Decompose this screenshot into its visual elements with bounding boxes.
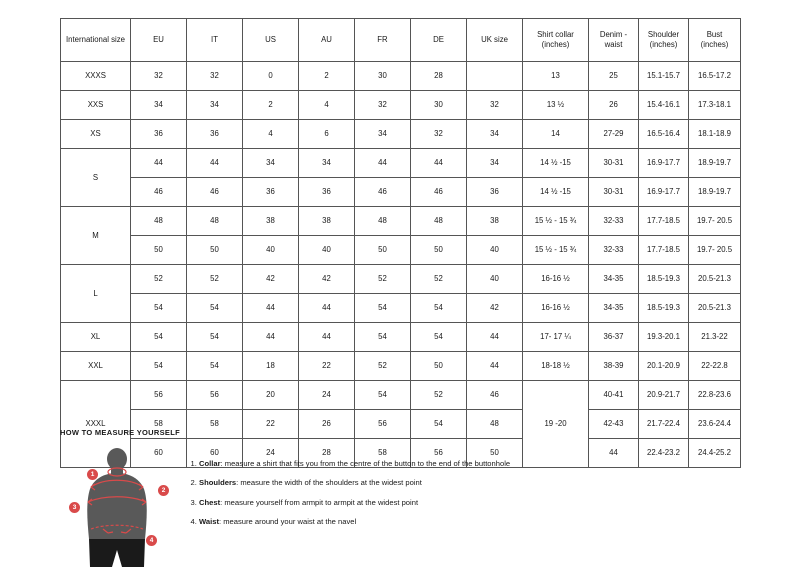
measure-instruction-label: Shoulders bbox=[199, 478, 237, 488]
table-cell: 32 bbox=[355, 91, 411, 120]
column-header-au: AU bbox=[299, 19, 355, 62]
table-cell: 50 bbox=[355, 236, 411, 265]
table-cell: 30 bbox=[355, 62, 411, 91]
table-cell: 48 bbox=[411, 207, 467, 236]
cell-international-size: XXS bbox=[61, 91, 131, 120]
table-cell: 50 bbox=[411, 352, 467, 381]
table-cell: 22-22.8 bbox=[689, 352, 741, 381]
table-cell: 54 bbox=[355, 323, 411, 352]
table-cell: 38 bbox=[243, 207, 299, 236]
table-cell: 58 bbox=[355, 439, 411, 468]
table-cell: 28 bbox=[411, 62, 467, 91]
table-cell: 13 ½ bbox=[523, 91, 589, 120]
column-header-denim-waist: Denim - waist bbox=[589, 19, 639, 62]
table-cell: 16.5-16.4 bbox=[639, 120, 689, 149]
table-cell: 14 ½ -15 bbox=[523, 178, 589, 207]
size-chart-table bbox=[60, 18, 741, 468]
table-cell: 16-16 ½ bbox=[523, 294, 589, 323]
table-cell: 54 bbox=[411, 294, 467, 323]
table-cell: 14 ½ -15 bbox=[523, 149, 589, 178]
table-cell: 24 bbox=[299, 381, 355, 410]
table-cell: 46 bbox=[467, 381, 523, 410]
table-cell: 17.3-18.1 bbox=[689, 91, 741, 120]
table-cell: 44 bbox=[299, 294, 355, 323]
measure-instruction-label: Waist bbox=[199, 516, 219, 526]
table-cell: 42-43 bbox=[589, 410, 639, 439]
table-cell: 40 bbox=[243, 236, 299, 265]
table-cell: 34 bbox=[355, 120, 411, 149]
measure-instruction-item: 3. Chest: measure yourself from armpit to armpit at the widest point bbox=[199, 498, 510, 508]
table-cell: 30-31 bbox=[589, 149, 639, 178]
table-cell: 22 bbox=[299, 352, 355, 381]
table-cell: 36-37 bbox=[589, 323, 639, 352]
table-cell: 21.7-22.4 bbox=[639, 410, 689, 439]
table-row bbox=[61, 91, 741, 120]
cell-international-size: L bbox=[61, 265, 131, 323]
table-cell: 14 bbox=[523, 120, 589, 149]
table-cell: 13 bbox=[523, 62, 589, 91]
table-cell: 52 bbox=[355, 265, 411, 294]
table-cell: 42 bbox=[299, 265, 355, 294]
table-cell: 18.9-19.7 bbox=[689, 149, 741, 178]
table-cell: 26 bbox=[299, 410, 355, 439]
table-row bbox=[61, 265, 741, 294]
table-cell: 0 bbox=[243, 62, 299, 91]
table-cell: 50 bbox=[187, 236, 243, 265]
table-cell: 54 bbox=[411, 410, 467, 439]
table-cell: 20.1-20.9 bbox=[639, 352, 689, 381]
table-cell: 16.9-17.7 bbox=[639, 178, 689, 207]
table-row bbox=[61, 323, 741, 352]
table-cell: 58 bbox=[131, 410, 187, 439]
table-cell: 6 bbox=[299, 120, 355, 149]
cell-international-size: M bbox=[61, 207, 131, 265]
table-cell: 54 bbox=[187, 294, 243, 323]
table-cell: 54 bbox=[131, 352, 187, 381]
table-cell: 16.9-17.7 bbox=[639, 149, 689, 178]
table-cell: 15.4-16.1 bbox=[639, 91, 689, 120]
table-cell: 17.7-18.5 bbox=[639, 236, 689, 265]
body-figure-illustration bbox=[60, 447, 175, 572]
marker-2-shoulders: 2 bbox=[158, 485, 169, 496]
table-cell: 18-18 ½ bbox=[523, 352, 589, 381]
table-cell: 52 bbox=[411, 381, 467, 410]
table-header-row bbox=[61, 19, 741, 62]
table-cell: 34 bbox=[187, 91, 243, 120]
table-cell: 30-31 bbox=[589, 178, 639, 207]
table-cell: 52 bbox=[131, 265, 187, 294]
table-cell: 34-35 bbox=[589, 265, 639, 294]
table-cell: 34 bbox=[467, 149, 523, 178]
table-cell: 24 bbox=[243, 439, 299, 468]
table-cell: 42 bbox=[467, 294, 523, 323]
table-cell: 60 bbox=[131, 439, 187, 468]
table-row bbox=[61, 294, 741, 323]
table-cell: 19 -20 bbox=[523, 381, 589, 468]
how-to-measure-title: HOW TO MEASURE YOURSELF bbox=[60, 428, 180, 437]
table-row bbox=[61, 381, 741, 410]
table-cell: 34 bbox=[131, 91, 187, 120]
table-cell: 50 bbox=[467, 439, 523, 468]
column-header-fr: FR bbox=[355, 19, 411, 62]
table-cell: 44 bbox=[411, 149, 467, 178]
table-cell: 54 bbox=[411, 323, 467, 352]
table-cell: 44 bbox=[243, 294, 299, 323]
table-cell: 18.5-19.3 bbox=[639, 265, 689, 294]
cell-international-size: S bbox=[61, 149, 131, 207]
table-cell: 32 bbox=[131, 62, 187, 91]
table-cell: 48 bbox=[467, 410, 523, 439]
table-cell: 28 bbox=[299, 439, 355, 468]
table-cell: 40 bbox=[467, 265, 523, 294]
table-cell: 46 bbox=[355, 178, 411, 207]
table-cell: 22.8-23.6 bbox=[689, 381, 741, 410]
table-cell: 36 bbox=[243, 178, 299, 207]
table-cell: 4 bbox=[243, 120, 299, 149]
table-row bbox=[61, 352, 741, 381]
table-cell: 32 bbox=[187, 62, 243, 91]
table-cell: 46 bbox=[411, 178, 467, 207]
table-cell: 34 bbox=[299, 149, 355, 178]
table-cell: 20.5-21.3 bbox=[689, 265, 741, 294]
table-cell: 20 bbox=[243, 381, 299, 410]
size-chart-table-wrapper bbox=[60, 18, 733, 468]
table-cell: 52 bbox=[355, 352, 411, 381]
table-cell: 54 bbox=[187, 352, 243, 381]
table-cell: 20.5-21.3 bbox=[689, 294, 741, 323]
table-cell: 32-33 bbox=[589, 207, 639, 236]
table-row bbox=[61, 236, 741, 265]
table-cell: 17- 17 ¼ bbox=[523, 323, 589, 352]
table-cell: 36 bbox=[299, 178, 355, 207]
column-header-international-size: International size bbox=[61, 19, 131, 62]
cell-international-size: XL bbox=[61, 323, 131, 352]
table-cell: 17.7-18.5 bbox=[639, 207, 689, 236]
table-cell: 52 bbox=[187, 265, 243, 294]
table-cell: 44 bbox=[131, 149, 187, 178]
table-body bbox=[61, 62, 741, 468]
table-cell: 15 ½ - 15 ¾ bbox=[523, 236, 589, 265]
marker-1-collar: 1 bbox=[87, 469, 98, 480]
table-cell: 38 bbox=[299, 207, 355, 236]
table-cell: 54 bbox=[355, 381, 411, 410]
table-row bbox=[61, 178, 741, 207]
cell-international-size: XXXL bbox=[61, 381, 131, 468]
table-cell: 60 bbox=[187, 439, 243, 468]
table-cell: 44 bbox=[187, 149, 243, 178]
table-cell: 26 bbox=[589, 91, 639, 120]
table-cell: 40 bbox=[299, 236, 355, 265]
how-to-measure-section bbox=[60, 428, 760, 572]
table-cell: 2 bbox=[299, 62, 355, 91]
table-cell: 56 bbox=[131, 381, 187, 410]
measure-instruction-list bbox=[185, 459, 510, 527]
table-cell: 44 bbox=[243, 323, 299, 352]
table-cell: 54 bbox=[187, 323, 243, 352]
table-cell: 30 bbox=[411, 91, 467, 120]
table-cell: 54 bbox=[355, 294, 411, 323]
measure-instruction-item: 2. Shoulders: measure the width of the shoulders at the widest point bbox=[199, 478, 510, 488]
table-cell: 18.9-19.7 bbox=[689, 178, 741, 207]
table-cell: 36 bbox=[187, 120, 243, 149]
marker-3-chest: 3 bbox=[69, 502, 80, 513]
table-cell: 48 bbox=[131, 207, 187, 236]
column-header-uk-size: UK size bbox=[467, 19, 523, 62]
cell-international-size: XXL bbox=[61, 352, 131, 381]
table-cell: 36 bbox=[131, 120, 187, 149]
table-cell: 56 bbox=[355, 410, 411, 439]
table-cell: 50 bbox=[411, 236, 467, 265]
table-row bbox=[61, 62, 741, 91]
column-header-shoulder: Shoulder (inches) bbox=[639, 19, 689, 62]
column-header-us: US bbox=[243, 19, 299, 62]
table-cell: 32 bbox=[411, 120, 467, 149]
table-cell: 23.6-24.4 bbox=[689, 410, 741, 439]
table-cell: 16.5-17.2 bbox=[689, 62, 741, 91]
table-cell: 20.9-21.7 bbox=[639, 381, 689, 410]
cell-international-size: XS bbox=[61, 120, 131, 149]
table-cell: 40 bbox=[467, 236, 523, 265]
table-cell: 44 bbox=[467, 352, 523, 381]
table-cell: 24.4-25.2 bbox=[689, 439, 741, 468]
table-cell: 15.1-15.7 bbox=[639, 62, 689, 91]
table-cell: 4 bbox=[299, 91, 355, 120]
column-header-bust: Bust (inches) bbox=[689, 19, 741, 62]
table-cell: 44 bbox=[589, 439, 639, 468]
table-cell: 44 bbox=[355, 149, 411, 178]
cell-international-size: XXXS bbox=[61, 62, 131, 91]
table-cell: 22.4-23.2 bbox=[639, 439, 689, 468]
table-row bbox=[61, 120, 741, 149]
table-cell: 16-16 ½ bbox=[523, 265, 589, 294]
table-cell: 40-41 bbox=[589, 381, 639, 410]
table-cell: 15 ½ - 15 ¾ bbox=[523, 207, 589, 236]
table-cell: 2 bbox=[243, 91, 299, 120]
table-cell: 48 bbox=[187, 207, 243, 236]
column-header-shirt-collar: Shirt collar (inches) bbox=[523, 19, 589, 62]
table-cell bbox=[467, 62, 523, 91]
column-header-it: IT bbox=[187, 19, 243, 62]
table-cell: 52 bbox=[411, 265, 467, 294]
table-cell: 56 bbox=[187, 381, 243, 410]
measure-instruction-label: Chest bbox=[199, 497, 221, 507]
table-cell: 58 bbox=[187, 410, 243, 439]
column-header-de: DE bbox=[411, 19, 467, 62]
table-cell: 48 bbox=[355, 207, 411, 236]
table-row bbox=[61, 149, 741, 178]
table-cell: 19.3-20.1 bbox=[639, 323, 689, 352]
table-cell: 18.5-19.3 bbox=[639, 294, 689, 323]
table-row bbox=[61, 207, 741, 236]
table-cell: 44 bbox=[299, 323, 355, 352]
table-cell: 34-35 bbox=[589, 294, 639, 323]
table-cell: 25 bbox=[589, 62, 639, 91]
table-cell: 46 bbox=[187, 178, 243, 207]
table-cell: 18.1-18.9 bbox=[689, 120, 741, 149]
table-cell: 44 bbox=[467, 323, 523, 352]
table-cell: 27-29 bbox=[589, 120, 639, 149]
measure-instruction-label: Collar bbox=[199, 459, 221, 468]
table-cell: 56 bbox=[411, 439, 467, 468]
table-cell: 18 bbox=[243, 352, 299, 381]
marker-4-waist: 4 bbox=[146, 535, 157, 546]
table-cell: 19.7- 20.5 bbox=[689, 236, 741, 265]
table-cell: 32-33 bbox=[589, 236, 639, 265]
measure-instructions bbox=[185, 447, 510, 536]
table-cell: 32 bbox=[467, 91, 523, 120]
table-cell: 21.3-22 bbox=[689, 323, 741, 352]
table-cell: 34 bbox=[243, 149, 299, 178]
table-cell: 22 bbox=[243, 410, 299, 439]
table-cell: 46 bbox=[131, 178, 187, 207]
column-header-eu: EU bbox=[131, 19, 187, 62]
table-cell: 34 bbox=[467, 120, 523, 149]
table-cell: 54 bbox=[131, 323, 187, 352]
table-cell: 42 bbox=[243, 265, 299, 294]
table-cell: 38 bbox=[467, 207, 523, 236]
table-cell: 50 bbox=[131, 236, 187, 265]
measure-instruction-item: 1. Collar: measure a shirt that fits you from the centre of the button to the end of the buttonhole bbox=[199, 459, 510, 469]
table-cell: 54 bbox=[131, 294, 187, 323]
table-cell: 19.7- 20.5 bbox=[689, 207, 741, 236]
measure-instruction-item: 4. Waist: measure around your waist at the navel bbox=[199, 517, 510, 527]
table-cell: 36 bbox=[467, 178, 523, 207]
table-cell: 38-39 bbox=[589, 352, 639, 381]
